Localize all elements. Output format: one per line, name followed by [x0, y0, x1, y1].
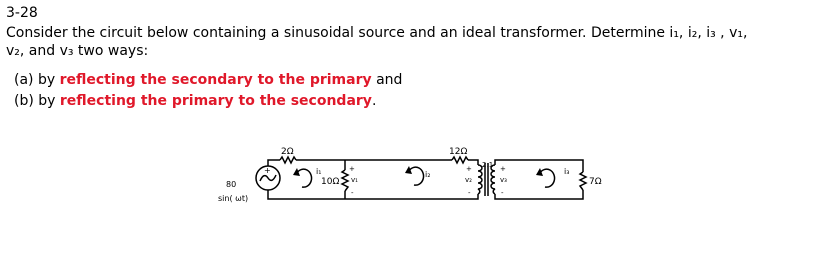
resistor-7-label: 7Ω — [589, 177, 602, 187]
part-b-prefix: (b) by — [14, 93, 60, 109]
mesh-current-1-arrow — [297, 169, 312, 187]
problem-statement — [6, 24, 836, 60]
circuit-wires — [256, 157, 586, 199]
source-function-label: sin( ωt) — [218, 194, 249, 203]
turns-ratio-label: 2:1 — [482, 161, 494, 169]
part-b — [14, 92, 376, 110]
statement-line-1: Consider the circuit below containing a sinusoidal source and an ideal transformer. Determine i₁, i₂, i₃ , v₁, — [6, 25, 748, 41]
resistor-7-ohm — [580, 172, 586, 190]
part-a — [14, 71, 402, 89]
mesh-current-3-arrow — [540, 169, 555, 187]
resistor-2-label: 2Ω — [281, 147, 294, 157]
resistor-10-ohm — [342, 170, 348, 191]
wire-source-bottom — [268, 190, 345, 199]
v3-minus: - — [501, 189, 504, 197]
circuit-diagram — [0, 140, 839, 257]
mesh-3-arrowhead — [536, 168, 543, 176]
voltage-2-label: v₂ — [465, 176, 472, 184]
wire-loop2-bottom — [345, 194, 478, 199]
resistor-10-label: 10Ω — [321, 177, 340, 187]
wire-secondary-bottom — [495, 190, 583, 199]
v2-plus: + — [466, 165, 472, 173]
mesh-1-arrowhead — [293, 168, 300, 176]
current-1-label: i₁ — [316, 167, 322, 176]
primary-coil — [478, 165, 482, 194]
part-b-suffix: . — [371, 93, 377, 109]
v1-minus: - — [351, 189, 354, 197]
resistor-12-label: 12Ω — [449, 147, 468, 157]
resistor-12-ohm — [452, 157, 468, 163]
source-plus-sign: + — [264, 166, 271, 175]
part-a-emphasis: reflecting the secondary to the primary — [59, 72, 372, 88]
part-a-suffix: and — [371, 72, 403, 88]
problem-number: 3-28 — [6, 5, 38, 21]
mesh-2-arrowhead — [405, 166, 412, 174]
source-value-label: 80 — [226, 180, 237, 189]
current-2-label: i₂ — [425, 170, 431, 179]
voltage-3-label: v₃ — [500, 176, 507, 184]
statement-line-2: v₂, and v₃ two ways: — [6, 43, 149, 59]
v2-minus: - — [468, 189, 471, 197]
source-sine-icon — [260, 175, 276, 181]
part-a-prefix: (a) by — [14, 72, 60, 88]
current-3-label: i₃ — [564, 167, 570, 176]
v3-plus: + — [500, 165, 506, 173]
voltage-1-label: v₁ — [351, 176, 358, 184]
v1-plus: + — [349, 165, 355, 173]
mesh-current-2-arrow — [409, 167, 424, 185]
secondary-coil — [491, 165, 495, 194]
resistor-2-ohm — [280, 157, 296, 163]
part-b-emphasis: reflecting the primary to the secondary — [59, 93, 372, 109]
